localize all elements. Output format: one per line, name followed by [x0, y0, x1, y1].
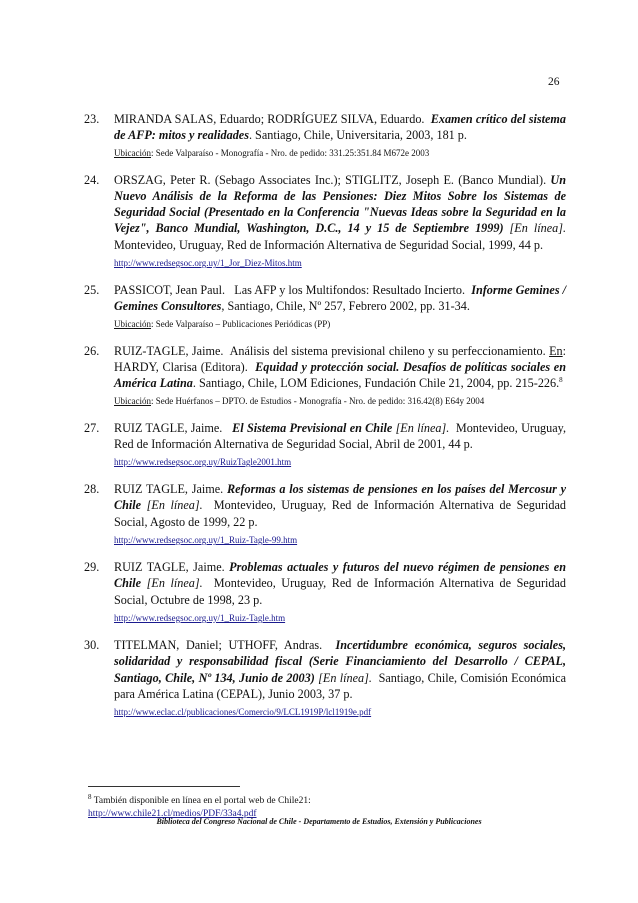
reference-author: ORSZAG, Peter R. (Sebago Associates Inc.); STIGLITZ, Joseph E. (Banco Mundial).	[114, 172, 547, 187]
online-marker: [En línea].	[146, 576, 203, 591]
footnote-marker[interactable]: 8	[559, 376, 563, 385]
footnote-text: También disponible en línea en el portal web de Chile21:	[93, 796, 311, 806]
reference-title: Reformas a los sistemas de pensiones en los países del Mercosur y Chile	[114, 482, 567, 513]
online-marker: [En línea].	[395, 420, 450, 435]
reference-location	[114, 394, 566, 408]
online-marker: [En línea].	[318, 670, 372, 685]
location-label: Ubicación	[114, 318, 151, 329]
reference-link[interactable]: http://www.eclac.cl/publicaciones/Comercio/9/LCL1919P/lcl1919e.pdf	[114, 707, 372, 718]
reference-item-29	[84, 559, 567, 625]
reference-location	[114, 317, 566, 331]
editor-text: : HARDY, Clarisa (Editora).	[114, 343, 567, 374]
reference-publication: Montevideo, Uruguay, Red de Información Alternativa de Seguridad Social, 1999, 44 p.	[114, 237, 544, 252]
reference-title: Equidad y protección social. Desafíos de políticas sociales en América Latina	[114, 359, 566, 391]
location-text: : Sede Valparaíso – Publicaciones Periódicas (PP)	[150, 318, 331, 329]
reference-publication: Santiago, Chile, Comisión Económica para América Latina (CEPAL), Junio 2003, 37 p.	[114, 670, 566, 701]
reference-item-24	[84, 172, 567, 270]
reference-publication: Montevideo, Uruguay, Red de Información Alternativa de Seguridad Social, Abril de 2001, 44 p.	[114, 420, 567, 451]
reference-author: MIRANDA SALAS, Eduardo; RODRÍGUEZ SILVA, Eduardo.	[114, 112, 425, 126]
reference-title: El Sistema Previsional en Chile	[232, 420, 393, 435]
reference-author: RUIZ TAGLE, Jaime.	[114, 560, 225, 575]
location-text: : Sede Huérfanos – DPTO. de Estudios - Monografía - Nro. de pedido: 316.42(8) E64y 2004	[150, 395, 485, 406]
location-label: Ubicación	[114, 147, 151, 158]
reference-link[interactable]: http://www.redsegsoc.org.uy/1_Jor_Diez-Mitos.htm	[114, 258, 302, 269]
reference-item-26	[84, 343, 567, 408]
reference-number: 27.	[84, 420, 100, 435]
footnote-number: 8	[88, 792, 92, 801]
reference-number: 25.	[84, 283, 100, 298]
reference-title: Incertidumbre económica, seguros sociales, solidaridad y responsabilidad fiscal (Serie Financiamiento del Desarrollo / CEPAL, Santiago, Chile, Nº 134, Junio de 2003)	[114, 637, 566, 685]
reference-article-title: Análisis del sistema previsional chileno y su perfeccionamiento.	[229, 343, 546, 358]
reference-item-30	[84, 637, 566, 719]
reference-author: PASSICOT, Jean Paul.	[114, 283, 226, 298]
reference-title: Informe Gemines / Gemines Consultores	[114, 283, 567, 314]
reference-number: 30.	[84, 637, 100, 652]
reference-item-27	[84, 420, 567, 470]
reference-item-23	[84, 111, 567, 160]
reference-publication: . Santiago, Chile, Universitaria, 2003, 181 p.	[248, 128, 467, 143]
reference-author: RUIZ TAGLE, Jaime.	[114, 482, 224, 497]
online-marker: [En línea].	[509, 221, 567, 236]
reference-title: Problemas actuales y futuros del nuevo régimen de pensiones en Chile	[114, 560, 566, 591]
reference-number: 23.	[84, 112, 100, 126]
reference-publication: Montevideo, Uruguay, Red de Información Alternativa de Seguridad Social, Octubre de 1998, 23 p.	[114, 576, 567, 607]
reference-publication: . Santiago, Chile, LOM Ediciones, Fundación Chile 21, 2004, pp. 215-226.	[192, 376, 560, 391]
reference-link[interactable]: http://www.redsegsoc.org.uy/1_Ruiz-Tagle.htm	[114, 612, 286, 623]
page-number: 26	[548, 76, 560, 88]
reference-author: RUIZ TAGLE, Jaime.	[114, 420, 223, 435]
online-marker: [En línea].	[146, 498, 203, 513]
reference-number: 28.	[84, 482, 100, 497]
page-footer: Biblioteca del Congreso Nacional de Chile - Departamento de Estudios, Extensión y Publicaciones	[156, 817, 482, 826]
footnote-link[interactable]: http://www.chile21.cl/medios/PDF/33a4.pdf	[88, 809, 257, 819]
reference-publication: Montevideo, Uruguay, Red de Información Alternativa de Seguridad Social, Agosto de 1999, 22 p.	[114, 498, 567, 529]
reference-publication: , Santiago, Chile, Nº 257, Febrero 2002, pp. 31-34.	[221, 299, 470, 314]
reference-title: Examen crítico del sistema de AFP: mitos y realidades	[114, 112, 567, 143]
reference-author: TITELMAN, Daniel; UTHOFF, Andras.	[114, 637, 323, 652]
reference-number: 29.	[84, 560, 100, 575]
reference-location	[114, 146, 566, 160]
reference-author: RUIZ-TAGLE, Jaime.	[114, 343, 224, 358]
location-text: : Sede Valparaíso - Monografía - Nro. de pedido: 331.25:351.84 M672e 2003	[150, 147, 430, 158]
reference-list	[84, 111, 567, 731]
reference-item-28	[84, 481, 567, 547]
reference-link[interactable]: http://www.redsegsoc.org.uy/1_Ruiz-Tagle-99.htm	[114, 535, 298, 546]
in-label: En	[549, 343, 563, 358]
location-label: Ubicación	[114, 395, 151, 406]
reference-link[interactable]: http://www.redsegsoc.org.uy/RuizTagle2001.htm	[114, 457, 292, 468]
reference-item-25	[84, 282, 567, 331]
reference-title: Un Nuevo Análisis de la Reforma de las Pensiones: Diez Mitos Sobre los Sistemas de Seguridad Social (Presentado en la Conferencia "Nuevas Ideas sobre la Seguridad en la Vejez", Banco Mundial, Washington, D.C., 14 y 15 de Septiembre 1999)	[114, 172, 567, 236]
reference-article-title: Las AFP y los Multifondos: Resultado Incierto.	[234, 283, 466, 298]
reference-number: 26.	[84, 343, 100, 358]
reference-number: 24.	[84, 172, 100, 187]
footnote-divider	[88, 786, 240, 787]
